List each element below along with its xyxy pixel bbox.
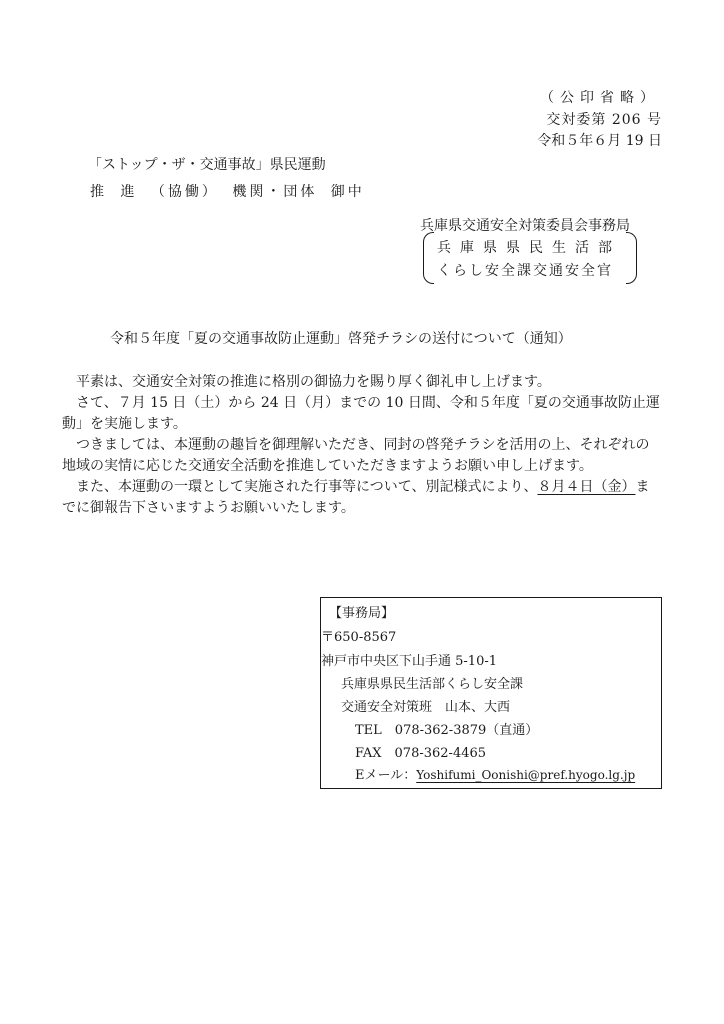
body-paragraph-campaign: さて、７月 15 日（土）から 24 日（月）までの 10 日間、令和５年度「夏の交通事故防止運動」を実施します。	[62, 395, 660, 432]
contact-heading: 【事務局】	[329, 606, 395, 621]
report-text-after: までに御報告下さいますようお願いいたします。	[62, 479, 650, 516]
contact-tel: TEL 078-362-3879（直通）	[355, 723, 539, 738]
sender-bracket-right	[626, 232, 637, 284]
contact-email-row	[355, 766, 635, 785]
body-paragraph-report	[62, 477, 662, 519]
document-title: 令和５年度「夏の交通事故防止運動」啓発チラシの送付について（通知）	[110, 331, 572, 347]
contact-office: 兵庫県県民生活部くらし安全課	[341, 677, 524, 692]
contact-postal-code: 〒650-8567	[321, 630, 397, 645]
sender-bracket-left	[423, 232, 434, 284]
seal-note: （公印省略）	[540, 90, 660, 106]
document-date: 令和５年６月 19 日	[537, 133, 662, 149]
document-body	[62, 372, 662, 519]
report-text-before: また、本運動の一環として実施された行事等について、別記様式により、	[76, 479, 538, 495]
recipient-campaign: 「ストップ・ザ・交通事故」県民運動	[88, 157, 326, 173]
body-paragraph-greeting: 平素は、交通安全対策の推進に格別の御協力を賜り厚く御礼申し上げます。	[76, 374, 551, 390]
contact-fax: FAX 078-362-4465	[355, 746, 487, 761]
contact-box	[320, 597, 662, 789]
contact-team: 交通安全対策班 山本、大西	[341, 700, 511, 715]
contact-email-label: Eメール：	[355, 768, 417, 783]
report-deadline: ８月４日（金）	[537, 479, 636, 495]
sender-department: 兵庫県県民生活部	[437, 240, 621, 256]
sender-organization: 兵庫県交通安全対策委員会事務局	[420, 218, 630, 234]
document-number: 交対委第 206 号	[546, 112, 662, 128]
sender-officer: くらし安全課交通安全官	[437, 263, 613, 279]
recipient-addressee: 推 進 （協働） 機関・団体 御中	[90, 184, 365, 200]
contact-address: 神戸市中央区下山手通 5-10-1	[321, 654, 498, 669]
contact-email-link[interactable]: Yoshifumi_Oonishi@pref.hyogo.lg.jp	[416, 768, 636, 782]
body-paragraph-request: つきましては、本運動の趣旨を御理解いただき、同封の啓発チラシを活用の上、それぞれの地域の実情に応じた交通安全活動を推進していただきますようお願い申し上げます。	[62, 437, 650, 474]
